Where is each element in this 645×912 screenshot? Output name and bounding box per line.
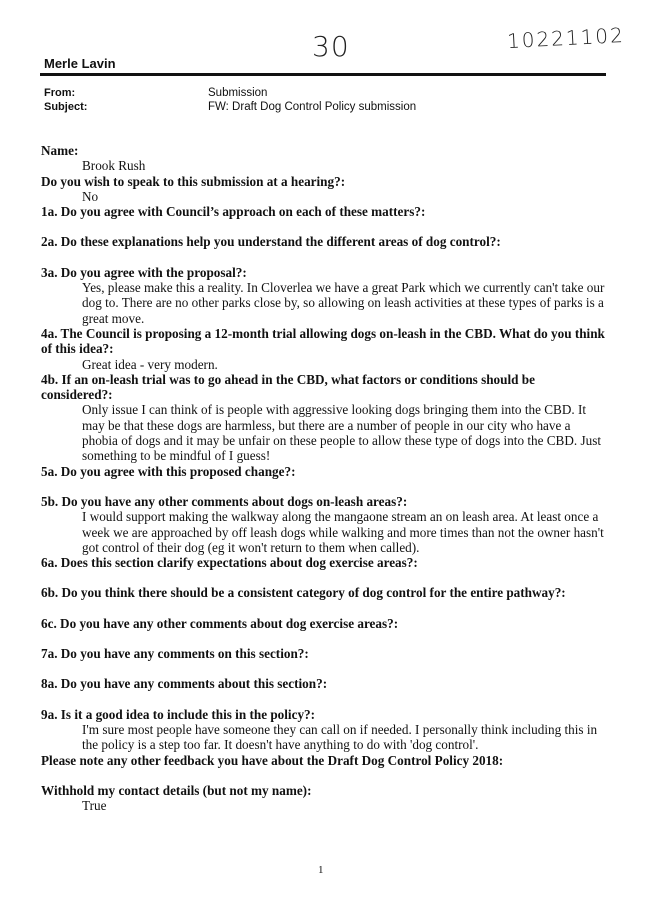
header-divider [40,73,606,76]
answer-withhold: True [82,798,107,814]
answer-4a: Great idea - very modern. [82,356,218,372]
question-withhold: Withhold my contact details (but not my name): [41,782,312,798]
question-6b: 6b. Do you think there should be a consistent category of dog control for the entire pathway?: [41,585,566,601]
answer-5b: I would support making the walkway along the mangaone stream an on leash area. At least once a week we are approached by off leash dogs while walking and more times than not the owner hasn't got control of their dog (eg it won't return to them when called). [82,509,604,555]
page-number: 1 [318,864,324,876]
question-8a: 8a. Do you have any comments about this section?: [41,676,328,692]
question-hearing: Do you wish to speak to this submission at a hearing?: [41,173,346,189]
question-4a: 4a. The Council is proposing a 12-month trial allowing dogs on-leash in the CBD. What do you think of this idea?: [41,325,605,357]
question-4b: 4b. If an on-leash trial was to go ahead in the CBD, what factors or conditions should be considered?: [41,371,535,403]
question-6a: 6a. Does this section clarify expectations about dog exercise areas?: [41,555,418,571]
subject-value: FW: Draft Dog Control Policy submission [208,101,417,113]
question-3a: 3a. Do you agree with the proposal?: [41,264,247,280]
question-feedback: Please note any other feedback you have about the Draft Dog Control Policy 2018: [41,752,504,768]
from-value: Submission [208,87,268,99]
question-5b: 5b. Do you have any other comments about dogs on-leash areas?: [41,493,408,509]
subject-label: Subject: [44,101,88,113]
answer-4b: Only issue I can think of is people with aggressive looking dogs bringing them into the CBD. It may be that these dogs are harmless, but there are a number of people in our city who have a phobia of dogs and it may be unfair on these people to allow these type of dogs into the CBD. Just something to be mindful of I guess! [82,402,601,464]
question-name: Name: [41,143,79,158]
question-5a: 5a. Do you agree with this proposed change?: [41,463,296,479]
header-name: Merle Lavin [44,56,116,71]
handwritten-document-id: 10221102 [506,22,626,54]
answer-name: Brook Rush [82,158,146,174]
question-7a: 7a. Do you have any comments on this section?: [41,646,309,662]
question-6c: 6c. Do you have any other comments about dog exercise areas?: [41,615,399,631]
question-9a: 9a. Is it a good idea to include this in the policy?: [41,706,316,722]
answer-hearing: No [82,188,99,204]
answer-9a: I'm sure most people have someone they can call on if needed. I personally think including this in the policy is a step too far. It doesn't have anything to do with 'dog control'. [82,721,598,753]
submission-form [41,143,607,813]
question-2a: 2a. Do these explanations help you understand the different areas of dog control?: [41,234,501,250]
from-label: From: [44,87,76,99]
handwritten-page-number: 30 [312,30,350,63]
question-1a: 1a. Do you agree with Council’s approach on each of these matters?: [41,204,426,220]
answer-3a: Yes, please make this a reality. In Cloverlea we have a great Park which we currently can't take our dog to. There are no other parks close by, so allowing on leash activities at these types of parks is a great move. [82,280,605,326]
